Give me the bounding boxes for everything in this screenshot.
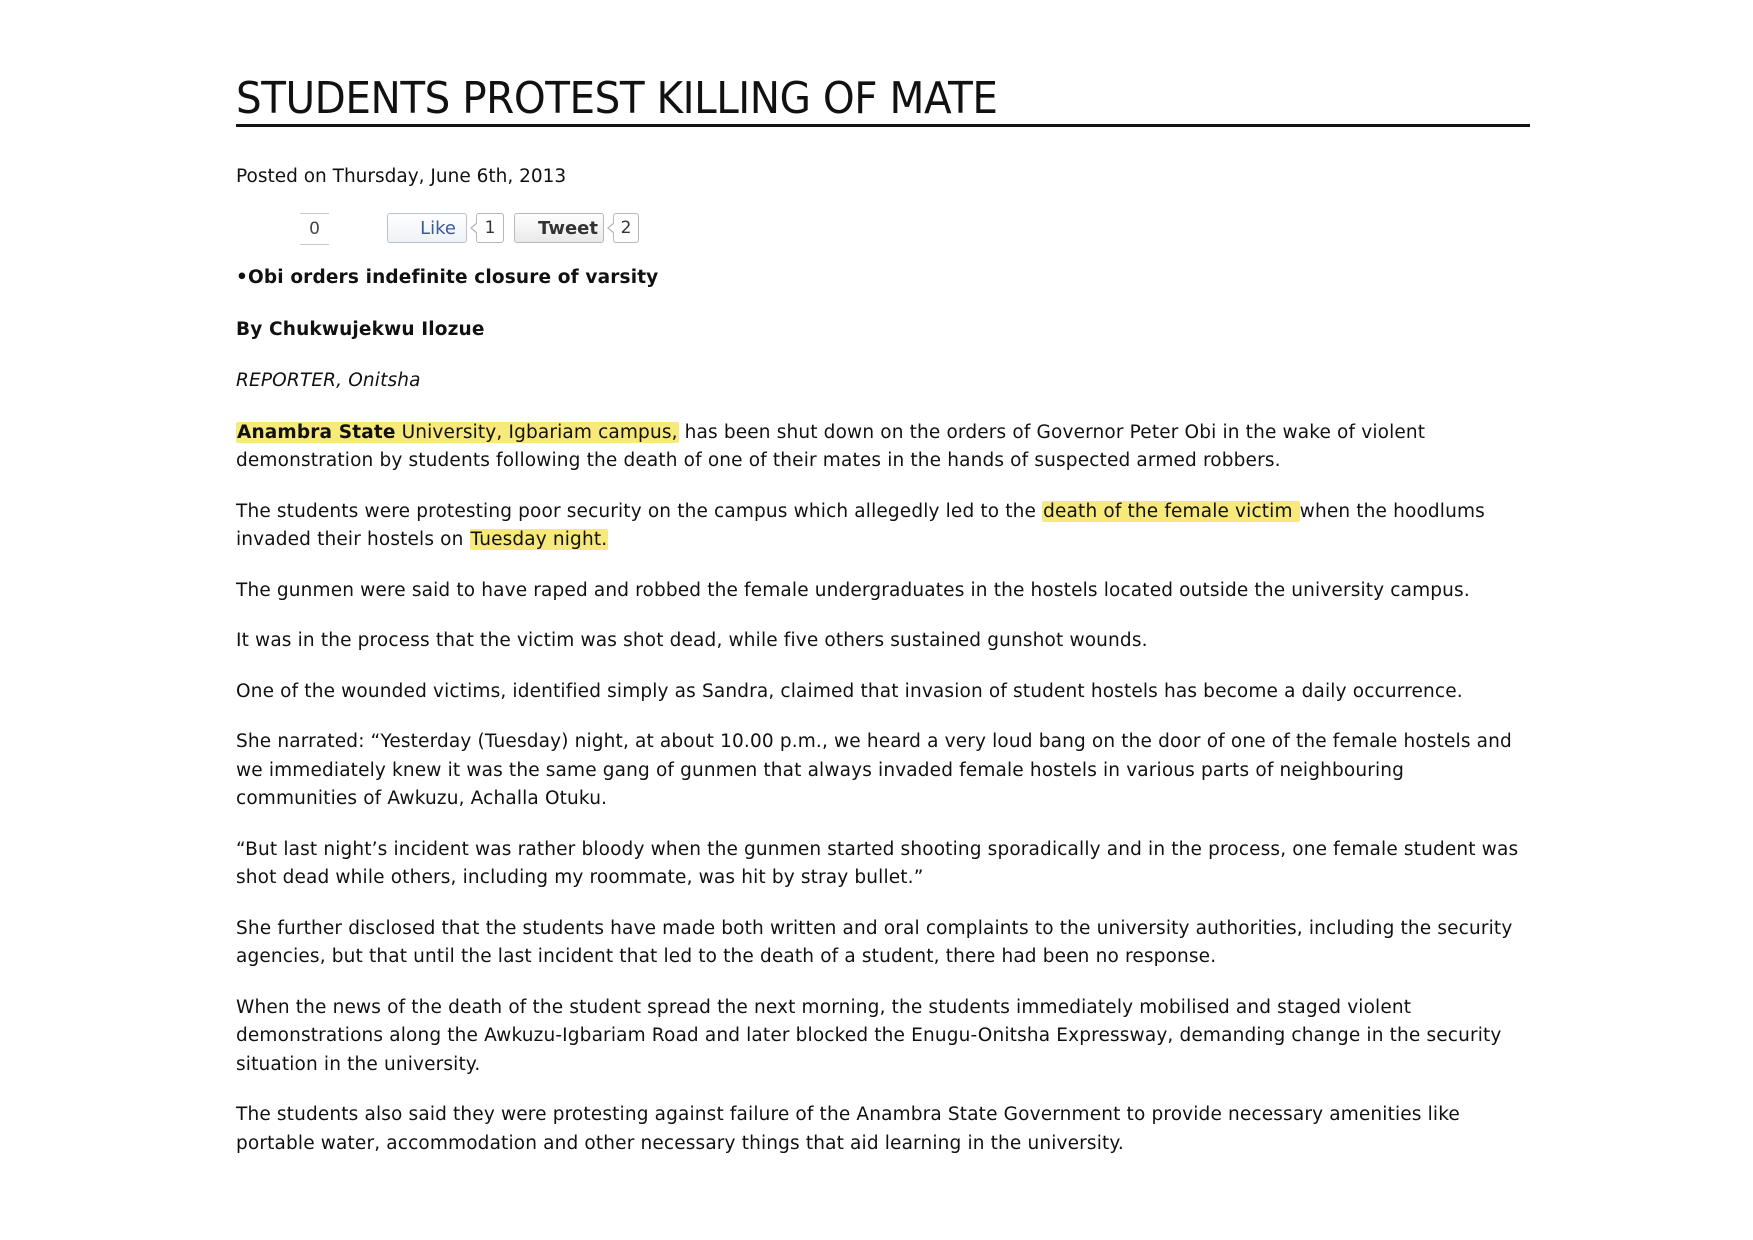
highlight-bold-text: Anambra State [237,421,396,443]
social-share-bar [236,212,736,246]
share-count: 0 [300,213,329,245]
tweet-button[interactable] [514,213,604,243]
paragraph-text: when the hoodlums invaded their hostels on [236,500,1485,550]
paragraph-8: She further disclosed that the students have made both written and oral complaints to the university authorities, including the security agencies, but that until the last incident that led to the death of a student, there had been no response. [236,917,1513,967]
article-dateline: REPORTER, Onitsha [236,370,421,391]
paragraph-9: When the news of the death of the student spread the next morning, the students immediately mobilised and staged violent demonstrations along the Awkuzu-Igbariam Road and later blocked the Enugu-Onitsha Expressway, demanding change in the security situation in the university. [236,996,1502,1075]
paragraph-1 [236,419,1530,476]
paragraph-4: It was in the process that the victim was shot dead, while five others sustained gunshot wounds. [236,630,1148,651]
article-page: STUDENTS PROTEST KILLING OF MATE Posted on Thursday, June 6th, 2013 0 Like 1 Tweet 2 •Obi orders indefinite closure of varsity By Chukwujekwu Ilozue REPORTER, Onitsha Anambra State University, Igbariam campus, has been shut down on the orders of Governor Peter Obi in the wake of violent demonstration by students following the death of one of their mates in the hands of suspected armed robbers. The students were protesting poor security on the campus which allegedly led to the death of the female victim when the hoodlums invaded their hostels on Tuesday night. The gunmen were said to have raped and robbed the female undergraduates in the hostels located outside the university campus. It was in the process that the victim was shot dead, while five others sustained gunshot wounds. One of the wounded victims, identified simply as Sandra, claimed that invasion of student hostels has become a daily occurrence. She narrated: “Yesterday (Tuesday) night, at about 10.00 p.m., we heard a very loud bang on the door of one of the female hostels and we immediately knew it was the same gang of gunmen that always invaded female hostels in various parts of neighbouring communities of Awkuzu, Achalla Otuku. “But last night’s incident was rather bloody when the gunmen started shooting sporadically and in the process, one female student was shot dead while others, including my roommate, was hit by stray bullet.” She further disclosed that the students have made both written and oral complaints to the university authorities, including the security agencies, but that until the last incident that led to the death of a student, there had been no response. When the news of the death of the student spread the next morning, the students immediately mobilised and staged violent demonstrations along the Awkuzu-Igbariam Road and later blocked the Enugu-Onitsha Expressway, demanding change in the security situation in the university. The students also said they were protesting against failure of the Anambra State Government to provide necessary amenities like portable water, accommodation and other necessary things that aid learning in the university. [236,0,1530,124]
posted-date: Posted on Thursday, June 6th, 2013 [236,166,567,187]
highlight-tuesday: Tuesday night. [470,529,608,550]
paragraph-text: has been shut down on the orders of Governor Peter Obi in the wake of violent demonstration by students following the death of one of their mates in the hands of suspected armed robbers. [236,421,1426,471]
article-byline: By Chukwujekwu Ilozue [236,318,485,340]
tweet-count: 2 [613,213,639,243]
paragraph-6: She narrated: “Yesterday (Tuesday) night, at about 10.00 p.m., we heard a very loud bang on the door of one of the female hostels and we immediately knew it was the same gang of gunmen that always invaded female hostels in various parts of neighbouring communities of Awkuzu, Achalla Otuku. [236,731,1512,809]
highlight-text: University, Igbariam campus, [395,421,678,443]
article-kicker: •Obi orders indefinite closure of varsity [236,267,659,288]
paragraph-3: The gunmen were said to have raped and robbed the female undergraduates in the hostels located outside the university campus. [236,579,1470,601]
article-body [236,264,1530,1180]
paragraph-text: The students were protesting poor security on the campus which allegedly led to the [236,500,1043,522]
paragraph-5: One of the wounded victims, identified simply as Sandra, claimed that invasion of student hostels has become a daily occurrence. [236,680,1463,702]
title-underline [236,124,1530,127]
like-count: 1 [476,213,504,243]
paragraph-10: The students also said they were protesting against failure of the Anambra State Government to provide necessary amenities like portable water, accommodation and other necessary things that aid learning in the university. [236,1104,1460,1154]
highlight-death: death of the female victim [1043,500,1299,522]
tweet-label: Tweet [538,218,598,239]
facebook-like-button[interactable] [387,213,467,243]
highlight-university [236,422,679,443]
paragraph-7: “But last night’s incident was rather bloody when the gunmen started shooting sporadically and in the process, one female student was shot dead while others, including my roommate, was hit by stray bullet.” [236,838,1519,888]
like-label: Like [420,218,456,239]
paragraph-2 [236,498,1530,555]
